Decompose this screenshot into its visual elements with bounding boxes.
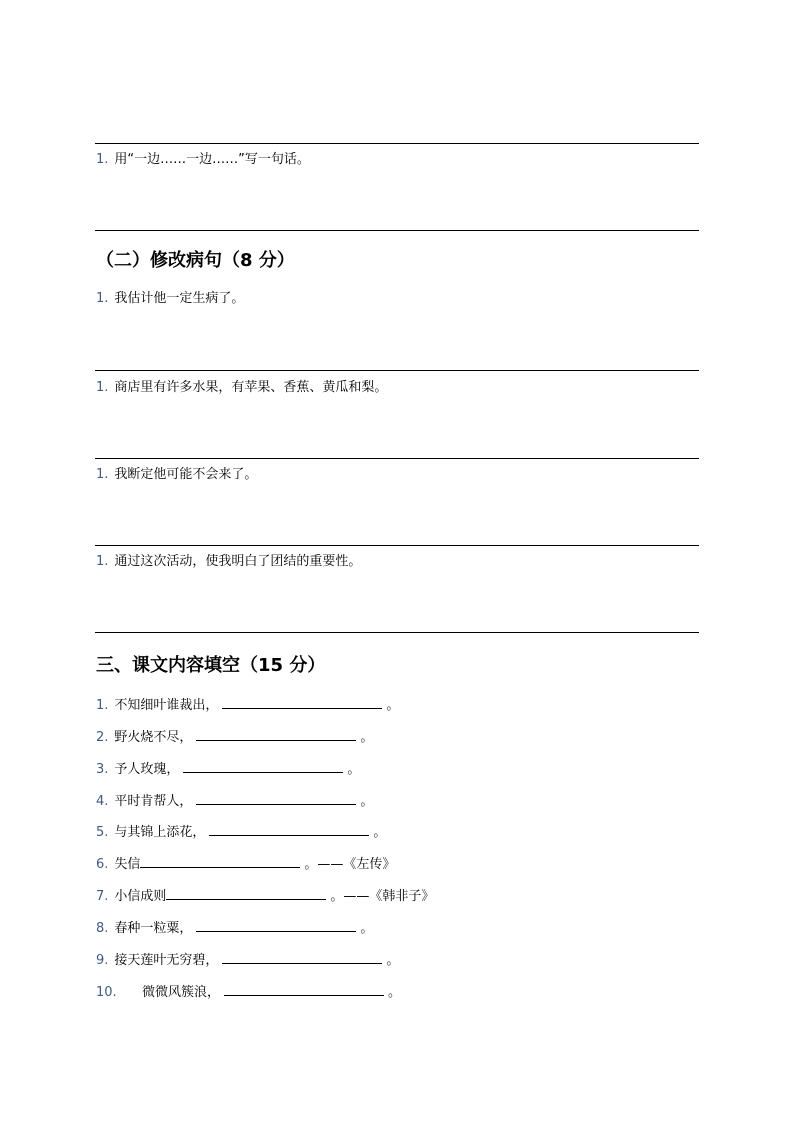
question-number: 5. — [96, 825, 109, 840]
question-item — [96, 151, 310, 169]
question-number: 1. — [96, 467, 109, 482]
answer-line[interactable] — [95, 632, 699, 633]
prompt-text: 不知细叶谁裁出， — [114, 698, 219, 713]
suffix-text: 。 — [386, 953, 400, 968]
answer-line[interactable] — [95, 545, 699, 546]
suffix-text: 。 — [360, 730, 374, 745]
answer-blank[interactable] — [166, 887, 326, 900]
question-number: 3. — [96, 762, 109, 777]
answer-blank[interactable] — [196, 792, 356, 805]
question-text: 通过这次活动，使我明白了团结的重要性。 — [114, 554, 362, 569]
fill-item — [96, 983, 401, 1002]
prompt-text: 接天莲叶无穷碧， — [114, 953, 219, 968]
suffix-text: 。 — [388, 985, 402, 1000]
question-number: 1. — [96, 291, 109, 306]
suffix-text: 。——《左传》 — [304, 857, 396, 872]
fill-item — [96, 696, 399, 715]
fill-item — [96, 855, 395, 874]
prompt-text: 予人玫瑰， — [114, 762, 180, 777]
section-heading: （二）修改病句（8 分） — [96, 250, 295, 271]
suffix-text: 。 — [347, 762, 361, 777]
suffix-text: 。 — [360, 921, 374, 936]
fill-item — [96, 792, 373, 811]
fill-item — [96, 919, 373, 938]
question-number: 10. — [96, 985, 117, 1000]
question-text: 我估计他一定生病了。 — [114, 291, 245, 306]
question-number: 4. — [96, 794, 109, 809]
question-text: 用“一边……一边……”写一句话。 — [114, 152, 310, 167]
answer-line[interactable] — [95, 230, 699, 231]
fill-item — [96, 823, 386, 842]
question-text: 我断定他可能不会来了。 — [114, 467, 258, 482]
suffix-text: 。 — [386, 698, 400, 713]
question-number: 7. — [96, 889, 109, 904]
question-number: 1. — [96, 554, 109, 569]
prompt-text: 小信成则 — [114, 889, 167, 904]
answer-blank[interactable] — [196, 728, 356, 741]
prompt-text: 与其锦上添花， — [114, 825, 206, 840]
answer-blank[interactable] — [140, 855, 300, 868]
answer-blank[interactable] — [224, 983, 384, 996]
answer-line[interactable] — [95, 370, 699, 371]
fill-item — [96, 728, 373, 747]
prompt-text: 失信 — [114, 857, 141, 872]
question-number: 1. — [96, 152, 109, 167]
prompt-text: 微微风簇浪， — [142, 985, 221, 1000]
answer-blank[interactable] — [196, 919, 356, 932]
question-number: 6. — [96, 857, 109, 872]
prompt-text: 春种一粒粟， — [114, 921, 193, 936]
question-number: 9. — [96, 953, 109, 968]
question-number: 1. — [96, 698, 109, 713]
answer-blank[interactable] — [222, 951, 382, 964]
answer-blank[interactable] — [209, 823, 369, 836]
question-number: 2. — [96, 730, 109, 745]
fill-item — [96, 951, 399, 970]
suffix-text: 。 — [373, 825, 387, 840]
suffix-text: 。——《韩非子》 — [330, 889, 435, 904]
question-item — [96, 379, 387, 397]
question-item — [96, 553, 361, 571]
answer-line[interactable] — [95, 458, 699, 459]
answer-blank[interactable] — [183, 760, 343, 773]
section-heading: 三、课文内容填空（15 分） — [96, 655, 326, 676]
answer-blank[interactable] — [222, 696, 382, 709]
fill-item — [96, 887, 434, 906]
suffix-text: 。 — [360, 794, 374, 809]
fill-item — [96, 760, 360, 779]
question-text: 商店里有许多水果，有苹果、香蕉、黄瓜和梨。 — [114, 380, 388, 395]
question-number: 1. — [96, 380, 109, 395]
question-number: 8. — [96, 921, 109, 936]
prompt-text: 野火烧不尽， — [114, 730, 193, 745]
question-item — [96, 466, 257, 484]
divider — [95, 143, 699, 144]
question-item — [96, 290, 244, 308]
prompt-text: 平时肯帮人， — [114, 794, 193, 809]
